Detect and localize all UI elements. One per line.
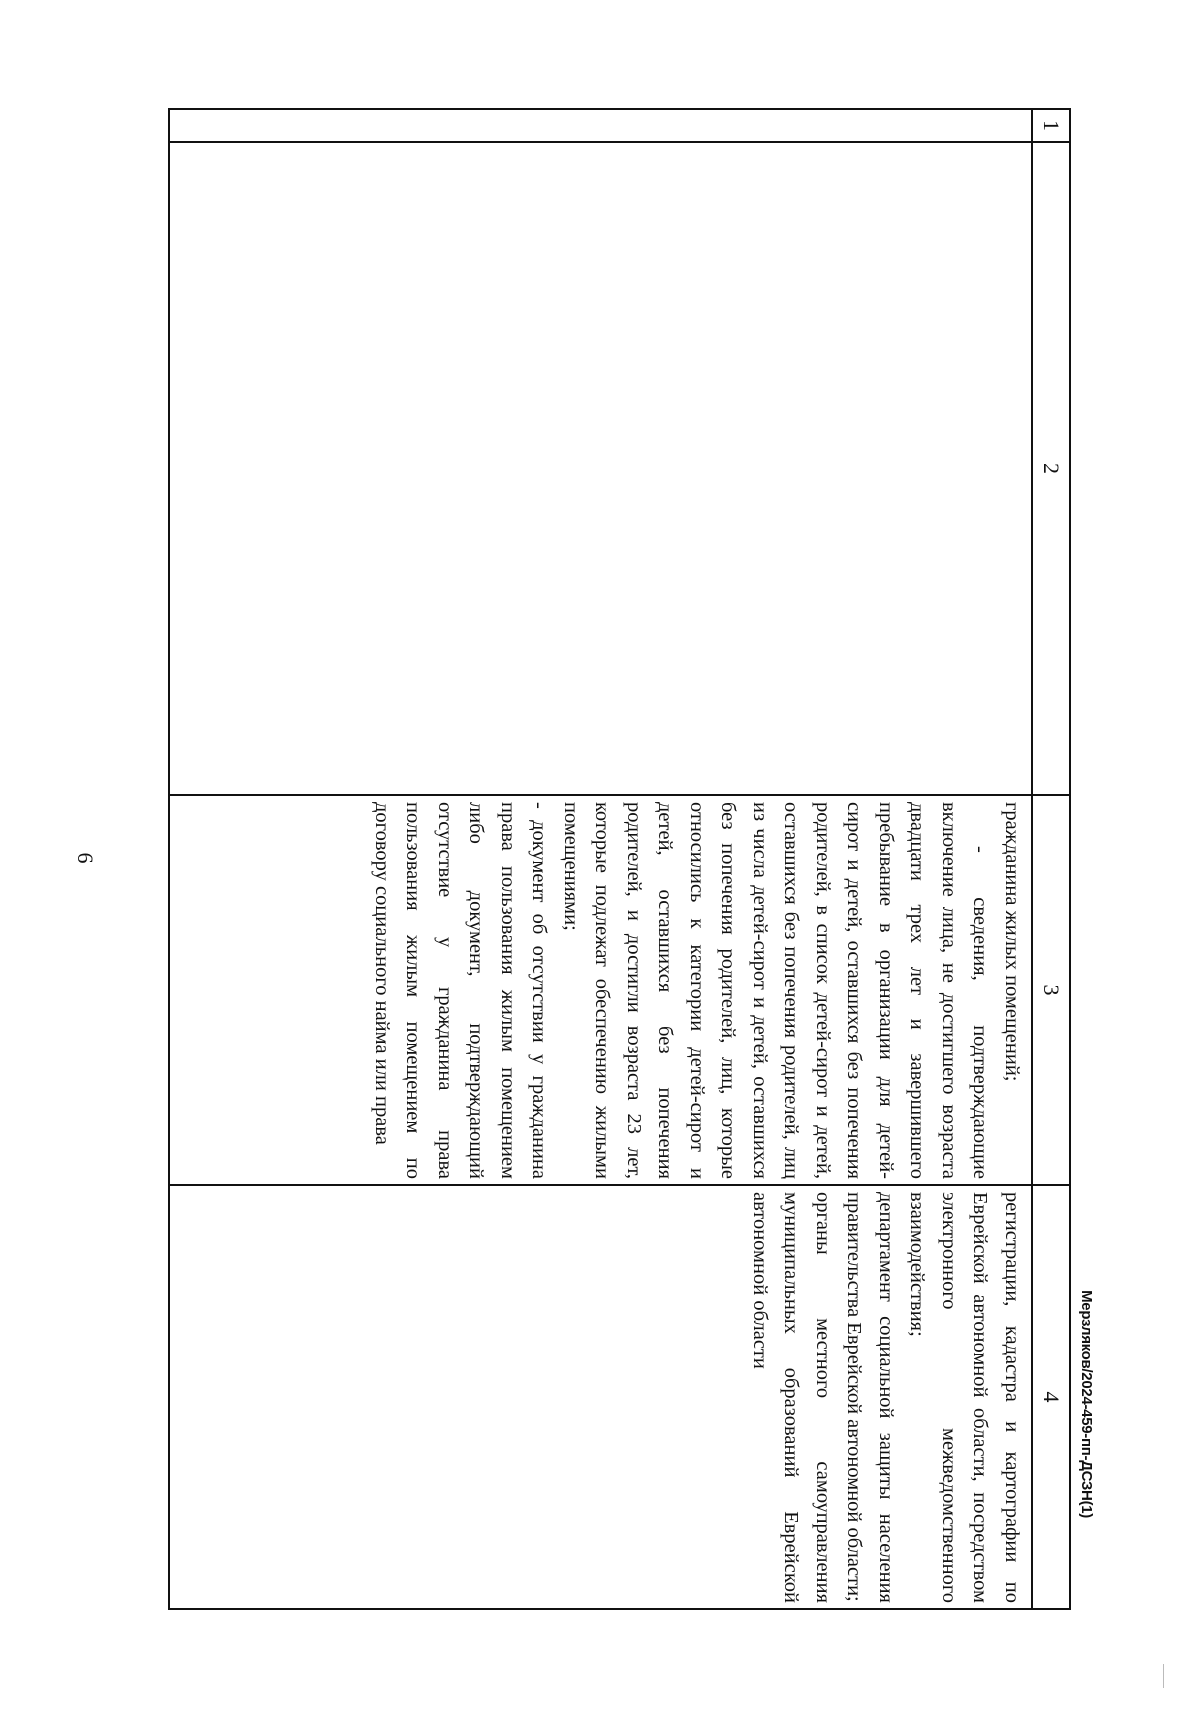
col3-paragraph-3: - документ об отсутствии у гражданина права пользования жилым помещением либо документ, подтверждающий отсутствие у гражданина права пользования жилым помещением по договору социального найма или права [371, 802, 551, 1179]
column-header-3: 3 [1032, 795, 1070, 1185]
cell-col3 [169, 795, 1032, 1185]
column-header-4: 4 [1032, 1185, 1070, 1609]
col3-paragraph-2: - сведения, подтверждающие включение лица, не достигшего возраста двадцати трех лет и завершившего пребывание в организации для детей-сирот и детей, оставшихся без попечения родителей, в список детей-сирот и детей, оставшихся без попечения родителей, лиц из числа детей-сирот и детей, оставшихся без попечения родителей, лиц, которые относились к категории детей-сирот и детей, оставшихся без попечения родителей, и достигли возраста 23 лет, которые подлежат обеспечению жилыми помещениями; [560, 802, 992, 1179]
page-number: 6 [73, 852, 98, 864]
cell-col4 [169, 1185, 1032, 1609]
col4-paragraph-1: регистрации, кадастра и картографии по Еврейской автономной области, посредством электронного межведомственного взаимодействия; [906, 1192, 1023, 1603]
column-header-1: 1 [1032, 109, 1070, 142]
table-row [169, 109, 1032, 1609]
col3-paragraph-1: гражданина жилых помещений; [1001, 802, 1023, 1082]
table-header-row [1032, 109, 1070, 1609]
cell-col1 [169, 109, 1032, 142]
scan-artifact-mark [1163, 1664, 1164, 1688]
col4-paragraph-3: органы местного самоуправления муниципальных образований Еврейской автономной области [749, 1192, 834, 1603]
cell-col2 [169, 142, 1032, 795]
column-header-2: 2 [1032, 142, 1070, 795]
document-reference-footer: Мерзляков/2024-459-пп-ДСЗН(1) [1078, 1290, 1095, 1518]
col4-paragraph-2: департамент социальной защиты населения правительства Еврейской автономной области; [843, 1192, 897, 1603]
document-table-wrapper [168, 108, 1071, 1608]
document-table [168, 108, 1071, 1610]
